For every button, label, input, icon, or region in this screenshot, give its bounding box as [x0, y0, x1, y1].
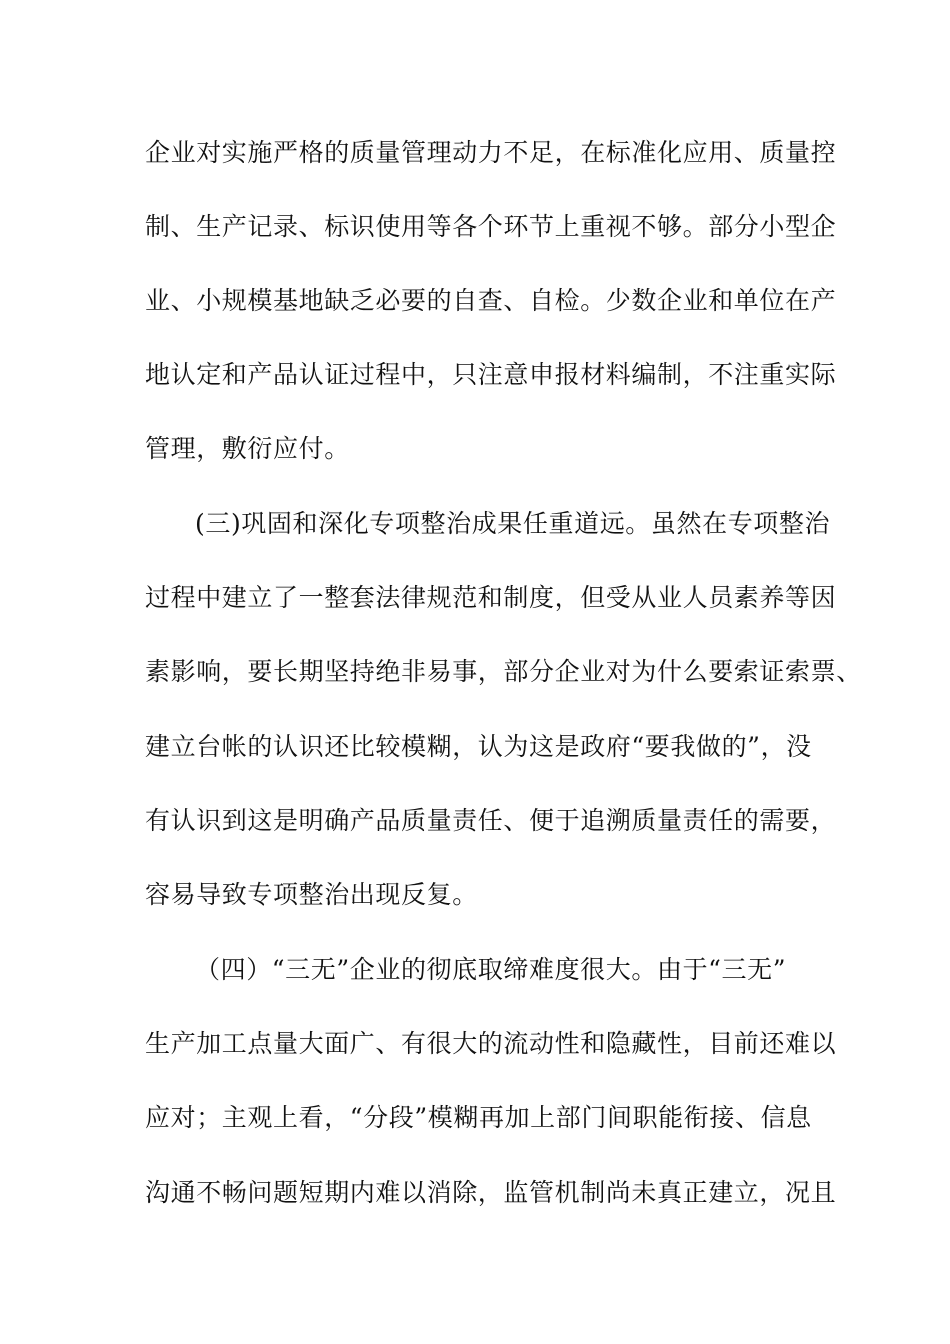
text-line: 过程中建立了一整套法律规范和制度，但受从业人员素养等因 — [145, 583, 837, 612]
text-line: 业、小规模基地缺乏必要的自查、自检。少数企业和单位在产 — [145, 286, 837, 315]
text-line: 应对；主观上看，“分段”模糊再加上部门间职能衔接、信息 — [145, 1103, 812, 1132]
text-line: 有认识到这是明确产品质量责任、便于追溯质量责任的需要， — [145, 806, 837, 835]
paragraph-3-heading-line: (三)巩固和深化专项整治成果任重道远。虽然在专项整治 — [195, 509, 831, 538]
text-line: 素影响，要长期坚持绝非易事，部分企业对为什么要索证索票、 — [145, 657, 862, 686]
text-line: 管理，敷衍应付。 — [145, 434, 350, 463]
paragraph-4-heading-line: （四）“三无”企业的彻底取缔难度很大。由于“三无” — [195, 955, 787, 984]
text-line: 沟通不畅问题短期内难以消除，监管机制尚未真正建立，况且 — [145, 1178, 837, 1207]
text-line: 容易导致专项整治出现反复。 — [145, 880, 478, 909]
text-line: 地认定和产品认证过程中，只注意申报材料编制，不注重实际 — [145, 360, 837, 389]
text-line: 企业对实施严格的质量管理动力不足，在标准化应用、质量控 — [145, 138, 837, 167]
text-line: 建立台帐的认识还比较模糊，认为这是政府“要我做的”，没 — [145, 732, 812, 761]
text-line: 生产加工点量大面广、有很大的流动性和隐藏性，目前还难以 — [145, 1029, 837, 1058]
text-line: 制、生产记录、标识使用等各个环节上重视不够。部分小型企 — [145, 212, 837, 241]
